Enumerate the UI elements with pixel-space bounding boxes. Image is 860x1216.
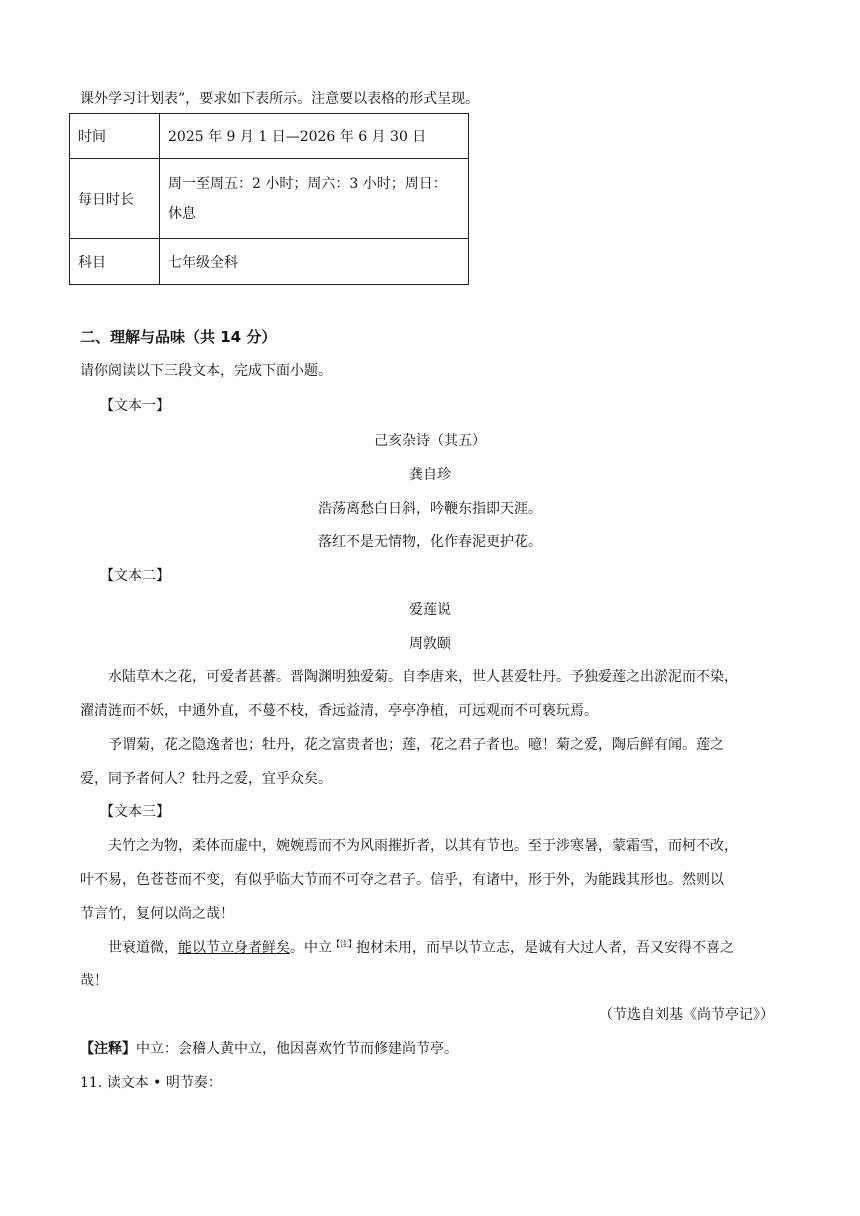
essay-author: 周敦颐 [409, 636, 451, 652]
table-row [70, 114, 469, 159]
study-plan-table [69, 113, 469, 285]
row-value-line: 休息 [168, 205, 196, 222]
text3-paragraph-line [108, 937, 734, 957]
annotation-label: 【注释】 [80, 1041, 136, 1057]
text1-tag: 【文本一】 [100, 398, 170, 414]
essay-paragraph-line: 濯清涟而不妖，中通外直，不蔓不枝，香远益清，亭亭净植，可远观而不可亵玩焉。 [80, 703, 598, 719]
question-11: 11. 读文本 • 明节奏： [80, 1075, 222, 1091]
poem-line: 浩荡离愁白日斜，吟鞭东指即天涯。 [318, 501, 542, 517]
source-citation: （节选自刘基《尚节亭记》） [599, 1007, 774, 1023]
table-row [70, 239, 469, 285]
row-value: 七年级全科 [160, 239, 469, 285]
poem-title: 己亥杂诗（其五） [374, 433, 486, 449]
essay-paragraph-line: 爱，同予者何人？牡丹之爱，宜乎众矣。 [80, 771, 332, 787]
row-value-line: 周一至周五：2 小时；周六：3 小时；周日： [168, 175, 447, 192]
section-heading: 二、理解与品味（共 14 分） [80, 328, 277, 346]
row-label: 科目 [70, 239, 160, 285]
row-label: 每日时长 [70, 159, 160, 239]
poem-author: 龚自珍 [409, 467, 451, 483]
row-value [160, 159, 469, 239]
text3-tag: 【文本三】 [100, 804, 170, 820]
essay-paragraph-line: 水陆草木之花，可爱者甚蕃。晋陶渊明独爱菊。自李唐来，世人甚爱牡丹。予独爱莲之出淤泥而不染， [108, 669, 738, 685]
text3-segment: 抱材未用，而早以节立志，是诚有大过人者，吾又安得不喜之 [356, 940, 734, 956]
table-row [70, 159, 469, 239]
annotation-text: 中立：会稽人黄中立，他因喜欢竹节而修建尚节亭。 [136, 1041, 458, 1057]
text3-paragraph-line: 夫竹之为物，柔体而虚中，婉婉焉而不为风雨摧折者，以其有节也。至于涉寒暑，蒙霜雪，而柯不改， [108, 838, 738, 854]
annotation [80, 1038, 458, 1058]
note-marker: 【注】 [332, 939, 356, 949]
essay-title: 爱莲说 [409, 602, 451, 618]
text3-segment: 世衰道微， [108, 940, 178, 956]
text3-segment: 。中立 [290, 940, 332, 956]
text2-tag: 【文本二】 [100, 568, 170, 584]
text3-paragraph-line: 叶不易，色苍苍而不变，有似乎临大节而不可夺之君子。信乎，有诸中，形于外，为能践其形也。然则以 [80, 872, 724, 888]
section-instruction: 请你阅读以下三段文本，完成下面小题。 [80, 363, 332, 379]
intro-line: 课外学习计划表”，要求如下表所示。注意要以表格的形式呈现。 [80, 91, 480, 107]
text3-paragraph-line: 哉！ [80, 973, 108, 989]
row-label: 时间 [70, 114, 160, 159]
row-value: 2025 年 9 月 1 日—2026 年 6 月 30 日 [160, 114, 469, 159]
underlined-sentence: 能以节立身者鲜矣 [178, 940, 290, 956]
poem-line: 落红不是无情物，化作春泥更护花。 [318, 534, 542, 550]
essay-paragraph-line: 予谓菊，花之隐逸者也；牡丹，花之富贵者也；莲，花之君子者也。噫！菊之爱，陶后鲜有闻。莲之 [108, 737, 724, 753]
text3-paragraph-line: 节言竹，复何以尚之哉！ [80, 906, 234, 922]
